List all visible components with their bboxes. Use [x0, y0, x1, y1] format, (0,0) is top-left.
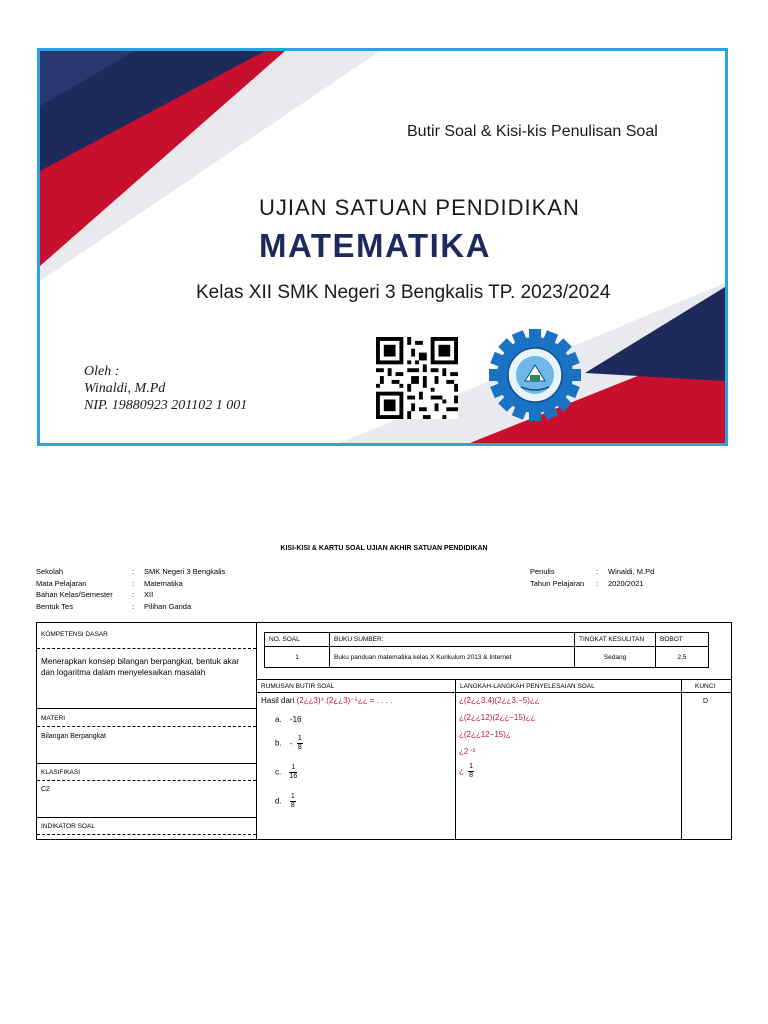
- meta-row: [530, 578, 654, 590]
- question-card: [36, 622, 732, 840]
- value-buku-sumber: Buku panduan matematika kelas X Kurikulum 2013 & Internet: [330, 647, 575, 668]
- cover-banner: [37, 48, 728, 446]
- banner-author: [84, 363, 247, 414]
- divider: [37, 817, 256, 818]
- divider: [37, 834, 256, 835]
- final-fraction: [468, 763, 474, 780]
- option-d: [275, 793, 296, 810]
- divider: [37, 708, 256, 709]
- option-letter: d.: [275, 796, 282, 806]
- gear-school-emblem-icon: [489, 329, 581, 421]
- meta-colon: :: [132, 567, 135, 576]
- solution-step: ¿(2¿¿3.4)(2¿¿3.−5)¿¿: [459, 696, 540, 705]
- value-tingkat: Sedang: [575, 647, 656, 668]
- materi-text: Bilangan Berpangkat: [41, 733, 106, 740]
- question-expression: (2¿¿3)⁴.(2¿¿3)⁻⁵¿¿ = . . . .: [296, 696, 393, 705]
- value-no-soal: 1: [265, 647, 330, 668]
- question-prefix: Hasil dari: [261, 696, 295, 705]
- meta-value: XII: [144, 590, 154, 599]
- header-tingkat: TINGKAT KESULITAN: [575, 633, 656, 647]
- fraction-numerator: 1: [290, 793, 295, 800]
- value-bobot: 2,5: [656, 647, 709, 668]
- author-name: Winaldi, M.Pd: [84, 381, 166, 396]
- divider: [37, 726, 256, 727]
- meta-value: SMK Negeri 3 Bengkalis: [144, 567, 226, 576]
- meta-row: [36, 601, 225, 613]
- solution-step: ¿2⁻³: [459, 747, 476, 756]
- meta-key: Mata Pelajaran: [36, 578, 87, 588]
- klasifikasi-label: KLASIFIKASI: [41, 769, 81, 776]
- banner-title-line2: MATEMATIKA: [259, 227, 491, 264]
- divider: [455, 679, 456, 839]
- fraction-numerator: 1: [291, 764, 296, 771]
- banner-class-line: Kelas XII SMK Negeri 3 Bengkalis TP. 2023/2024: [196, 282, 611, 303]
- author-nip: NIP. 19880923 201102 1 001: [84, 398, 248, 413]
- option-fraction: [297, 735, 303, 752]
- qr-code-icon: [376, 337, 458, 419]
- rumusan-label: RUMUSAN BUTIR SOAL: [261, 683, 335, 690]
- option-a: [275, 715, 301, 724]
- materi-label: MATERI: [41, 715, 66, 722]
- indikator-label: INDIKATOR SOAL: [41, 823, 95, 830]
- meta-value: Matematika: [144, 578, 183, 588]
- divider: [37, 763, 256, 764]
- header-buku-sumber: BUKU SUMBER:: [330, 633, 575, 647]
- fraction-numerator: 1: [469, 763, 474, 770]
- solution-step: ¿(2¿¿12)(2¿¿−15)¿¿: [459, 713, 536, 722]
- meta-row: [36, 589, 225, 601]
- option-b: [275, 735, 303, 752]
- meta-colon: :: [596, 567, 599, 576]
- klasifikasi-text: C2: [41, 786, 50, 793]
- info-table: [264, 632, 709, 668]
- fraction-numerator: 1: [297, 735, 302, 742]
- fraction-denominator: 16: [289, 773, 298, 780]
- option-fraction: [289, 764, 297, 781]
- kunci-label: KUNCI: [695, 683, 716, 690]
- kompetensi-text: Menerapkan konsep bilangan berpangkat, bentuk akar dan logaritma dalam menyelesaikan masalah: [41, 657, 240, 677]
- meta-row: [530, 566, 654, 578]
- meta-key: Bentuk Tes: [36, 601, 73, 611]
- option-sign: -: [289, 738, 293, 748]
- kunci-value: D: [703, 698, 709, 705]
- meta-row: [36, 566, 225, 578]
- meta-value: Pilihan Ganda: [144, 601, 192, 611]
- document-title: KISI-KISI & KARTU SOAL UJIAN AKHIR SATUAN PENDIDIKAN: [280, 545, 488, 552]
- author-by: Oleh :: [84, 364, 120, 379]
- langkah-label: LANGKAH-LANGKAH PENYELESAIAN SOAL: [460, 683, 595, 690]
- option-letter: c.: [275, 767, 282, 777]
- divider: [256, 623, 257, 839]
- option-c: [275, 764, 297, 781]
- meta-colon: :: [132, 601, 135, 611]
- divider: [37, 780, 256, 781]
- meta-key: Sekolah: [36, 567, 64, 576]
- fraction-denominator: 8: [297, 744, 302, 751]
- solution-step: ¿(2¿¿12−15)¿: [459, 730, 511, 739]
- solution-final-step: [459, 763, 474, 780]
- meta-right: [530, 566, 654, 589]
- meta-key: Tahun Pelajaran: [530, 578, 585, 588]
- meta-value: 2020/2021: [608, 578, 644, 588]
- option-letter: b.: [275, 738, 282, 748]
- banner-subtitle: Butir Soal & Kisi-kis Penulisan Soal: [407, 123, 658, 140]
- header-no-soal: NO. SOAL: [265, 633, 330, 647]
- divider: [256, 679, 731, 680]
- meta-colon: :: [132, 578, 135, 588]
- divider: [256, 692, 731, 693]
- divider: [37, 648, 256, 649]
- question-stem: [261, 696, 392, 705]
- banner-title-line1: UJIAN SATUAN PENDIDIKAN: [259, 195, 580, 220]
- meta-row: [36, 578, 225, 590]
- header-bobot: BOBOT: [656, 633, 709, 647]
- option-letter: a.: [275, 715, 282, 724]
- meta-colon: :: [596, 578, 599, 588]
- fraction-denominator: 8: [290, 802, 295, 809]
- kompetensi-label: KOMPETENSI DASAR: [41, 631, 108, 638]
- fraction-denominator: 8: [469, 772, 474, 779]
- option-text: -16: [289, 715, 302, 724]
- meta-left: [36, 566, 225, 612]
- final-prefix: ¿: [459, 766, 464, 776]
- meta-key: Penulis: [530, 567, 555, 576]
- divider: [681, 679, 682, 839]
- meta-value: Winaldi, M.Pd: [608, 567, 655, 576]
- meta-colon: :: [132, 590, 135, 599]
- meta-key: Bahan Kelas/Semester: [36, 590, 113, 599]
- option-fraction: [290, 793, 296, 810]
